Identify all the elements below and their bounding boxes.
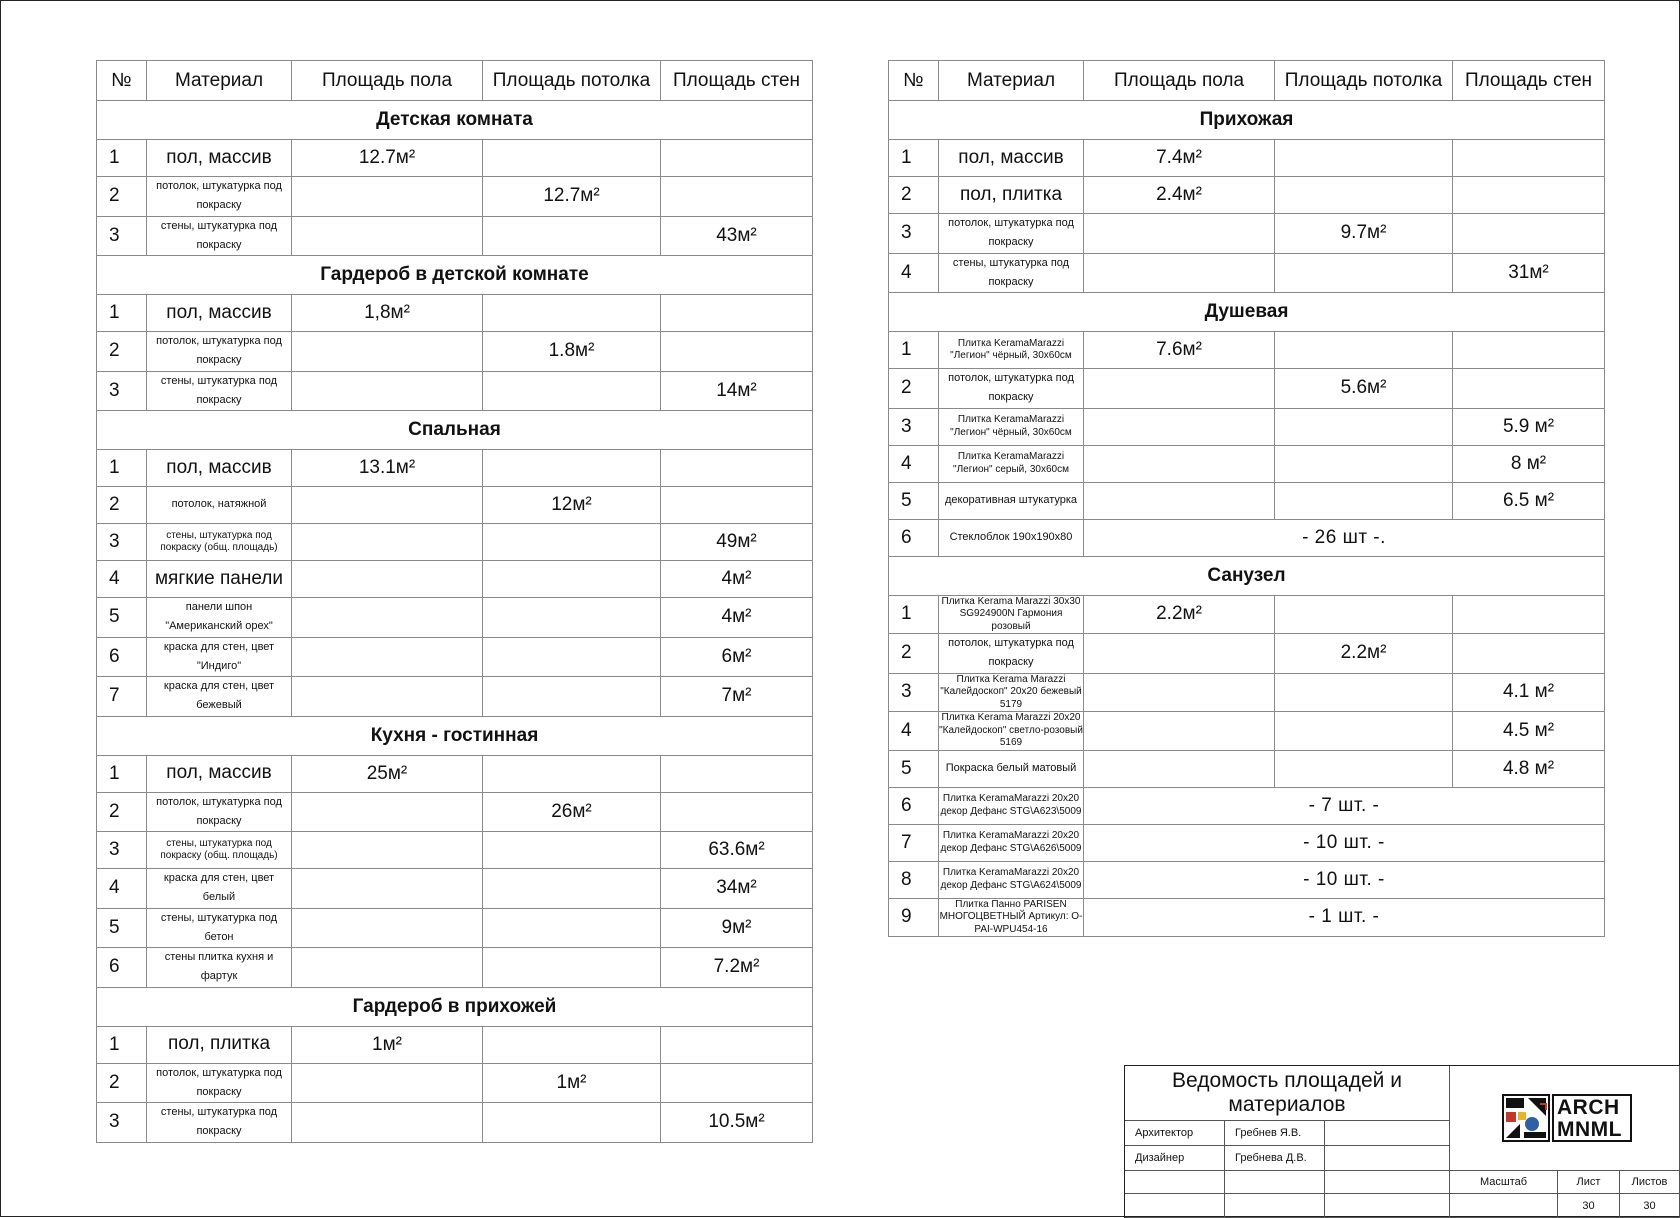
walls-area-cell: 8 м² — [1453, 445, 1605, 482]
ceiling-area-cell — [483, 1026, 661, 1063]
ceiling-area-cell — [483, 832, 661, 869]
row-number: 6 — [889, 787, 939, 824]
logo-mark-icon — [1502, 1094, 1550, 1142]
left-schedule-table — [96, 60, 813, 1143]
row-number: 2 — [889, 634, 939, 674]
floor-area-cell — [1084, 445, 1275, 482]
material-cell: стены, штукатурка под покраску — [147, 216, 292, 256]
header-row — [889, 61, 1605, 101]
table-row — [889, 214, 1605, 254]
walls-area-cell: 6м² — [661, 637, 813, 677]
material-cell: потолок, штукатурка под покраску — [939, 214, 1084, 254]
floor-area-cell — [1084, 673, 1275, 712]
header-floor-area: Площадь пола — [1084, 61, 1275, 101]
material-cell: Плитка KeramaMarazzi 20х20 декор Дефанс STG\A624\5009 — [939, 861, 1084, 898]
walls-area-cell — [661, 792, 813, 832]
floor-area-cell — [292, 332, 483, 372]
scale-value — [1450, 1194, 1558, 1218]
table-row — [97, 598, 813, 638]
table-row — [889, 898, 1605, 937]
walls-area-cell — [661, 140, 813, 177]
ceiling-area-cell — [483, 216, 661, 256]
ceiling-area-cell — [483, 948, 661, 988]
floor-area-cell — [292, 948, 483, 988]
row-number: 1 — [97, 755, 147, 792]
section-row — [889, 101, 1605, 140]
table-row — [97, 677, 813, 717]
row-number: 1 — [97, 140, 147, 177]
walls-area-cell: 7м² — [661, 677, 813, 717]
logo — [1502, 1092, 1630, 1144]
title-block — [1124, 1065, 1680, 1218]
walls-area-cell — [1453, 332, 1605, 369]
ceiling-area-cell — [1275, 673, 1453, 712]
table-row — [97, 332, 813, 372]
walls-area-cell: 34м² — [661, 869, 813, 909]
table-row — [97, 637, 813, 677]
floor-area-cell: 7.4м² — [1084, 140, 1275, 177]
ceiling-area-cell — [483, 677, 661, 717]
floor-area-cell: 12.7м² — [292, 140, 483, 177]
header-material: Материал — [147, 61, 292, 101]
walls-area-cell: 49м² — [661, 524, 813, 561]
ceiling-area-cell: 5.6м² — [1275, 369, 1453, 409]
floor-area-cell — [292, 487, 483, 524]
row-number: 3 — [97, 216, 147, 256]
material-cell: стены, штукатурка под бетон — [147, 908, 292, 948]
material-cell: потолок, штукатурка под покраску — [147, 1063, 292, 1103]
ceiling-area-cell — [483, 561, 661, 598]
material-cell: пол, массив — [147, 450, 292, 487]
floor-area-cell: 2.4м² — [1084, 177, 1275, 214]
sheets-label: Листов — [1620, 1171, 1680, 1194]
row-number: 3 — [97, 1103, 147, 1143]
row-number: 1 — [97, 1026, 147, 1063]
table-row — [889, 177, 1605, 214]
scale-label: Масштаб — [1450, 1171, 1558, 1194]
ceiling-area-cell: 26м² — [483, 792, 661, 832]
section-title: Детская комната — [97, 101, 813, 140]
walls-area-cell — [661, 487, 813, 524]
architect-signature — [1325, 1121, 1450, 1146]
row-number: 1 — [889, 332, 939, 369]
designer-signature — [1325, 1146, 1450, 1171]
floor-area-cell — [292, 832, 483, 869]
ceiling-area-cell — [1275, 332, 1453, 369]
table-row — [889, 824, 1605, 861]
table-row — [97, 1026, 813, 1063]
ceiling-area-cell: 1.8м² — [483, 332, 661, 372]
table-row — [889, 787, 1605, 824]
walls-area-cell — [1453, 214, 1605, 254]
walls-area-cell: 9м² — [661, 908, 813, 948]
row-number: 1 — [97, 450, 147, 487]
row-number: 6 — [97, 637, 147, 677]
walls-area-cell — [1453, 140, 1605, 177]
logo-line-1: ARCH — [1557, 1096, 1620, 1119]
material-cell: Плитка KeramaMarazzi "Легион" серый, 30х60см — [939, 445, 1084, 482]
row-number: 5 — [889, 750, 939, 787]
row-number: 3 — [97, 371, 147, 411]
section-row — [97, 256, 813, 295]
empty-cell — [1225, 1194, 1325, 1218]
material-cell: пол, массив — [939, 140, 1084, 177]
material-cell: краска для стен, цвет "Индиго" — [147, 637, 292, 677]
walls-area-cell: 14м² — [661, 371, 813, 411]
ceiling-area-cell — [483, 371, 661, 411]
ceiling-area-cell — [483, 450, 661, 487]
table-row — [97, 450, 813, 487]
header-num: № — [889, 61, 939, 101]
row-number: 4 — [889, 712, 939, 751]
floor-area-cell — [292, 598, 483, 638]
floor-area-cell — [1084, 408, 1275, 445]
floor-area-cell — [292, 677, 483, 717]
walls-area-cell: 31м² — [1453, 253, 1605, 293]
material-cell: пол, массив — [147, 755, 292, 792]
material-cell: декоративная штукатурка — [939, 482, 1084, 519]
material-cell: потолок, натяжной — [147, 487, 292, 524]
floor-area-cell — [292, 869, 483, 909]
empty-cell — [1325, 1171, 1450, 1194]
table-row — [97, 755, 813, 792]
table-row — [889, 595, 1605, 634]
header-ceiling-area: Площадь потолка — [1275, 61, 1453, 101]
ceiling-area-cell — [1275, 482, 1453, 519]
floor-area-cell — [292, 177, 483, 217]
material-cell: стены, штукатурка под покраску (общ. площадь) — [147, 524, 292, 561]
material-cell: краска для стен, цвет бежевый — [147, 677, 292, 717]
row-number: 3 — [889, 408, 939, 445]
floor-area-cell: 25м² — [292, 755, 483, 792]
row-number: 1 — [889, 595, 939, 634]
empty-cell — [1125, 1171, 1225, 1194]
material-cell: Покраска белый матовый — [939, 750, 1084, 787]
material-cell: пол, массив — [147, 140, 292, 177]
table-row — [889, 673, 1605, 712]
table-row — [889, 634, 1605, 674]
floor-area-cell: 1м² — [292, 1026, 483, 1063]
material-cell: пол, массив — [147, 295, 292, 332]
quantity-cell: - 26 шт -. — [1084, 519, 1605, 556]
row-number: 3 — [889, 673, 939, 712]
table-row — [97, 792, 813, 832]
logo-wordmark — [1552, 1094, 1632, 1142]
floor-area-cell: 13.1м² — [292, 450, 483, 487]
material-cell: стены, штукатурка под покраску (общ. площадь) — [147, 832, 292, 869]
floor-area-cell — [292, 637, 483, 677]
floor-area-cell — [1084, 482, 1275, 519]
material-cell: Плитка KeramaMarazzi "Легион" чёрный, 30х60см — [939, 332, 1084, 369]
floor-area-cell — [292, 216, 483, 256]
table-row — [97, 948, 813, 988]
walls-area-cell: 63.6м² — [661, 832, 813, 869]
floor-area-cell — [1084, 369, 1275, 409]
ceiling-area-cell — [1275, 712, 1453, 751]
table-row — [97, 177, 813, 217]
walls-area-cell — [661, 295, 813, 332]
material-cell: Плитка KeramaMarazzi "Легион" чёрный, 30х60см — [939, 408, 1084, 445]
table-row — [97, 561, 813, 598]
walls-area-cell — [661, 755, 813, 792]
ceiling-area-cell: 2.2м² — [1275, 634, 1453, 674]
section-title: Гардероб в прихожей — [97, 987, 813, 1026]
table-row — [97, 487, 813, 524]
walls-area-cell — [661, 1026, 813, 1063]
walls-area-cell: 6.5 м² — [1453, 482, 1605, 519]
section-title: Кухня - гостинная — [97, 716, 813, 755]
walls-area-cell: 4.1 м² — [1453, 673, 1605, 712]
walls-area-cell: 10.5м² — [661, 1103, 813, 1143]
walls-area-cell — [661, 450, 813, 487]
walls-area-cell: 4м² — [661, 561, 813, 598]
row-number: 2 — [97, 332, 147, 372]
row-number: 3 — [97, 524, 147, 561]
table-row — [97, 140, 813, 177]
empty-cell — [1325, 1194, 1450, 1218]
walls-area-cell — [661, 1063, 813, 1103]
ceiling-area-cell — [483, 908, 661, 948]
floor-area-cell — [292, 908, 483, 948]
table-row — [889, 445, 1605, 482]
row-number: 7 — [889, 824, 939, 861]
row-number: 7 — [97, 677, 147, 717]
material-cell: Плитка KeramaMarazzi 20х20 декор Дефанс STG\A623\5009 — [939, 787, 1084, 824]
ceiling-area-cell — [1275, 408, 1453, 445]
ceiling-area-cell: 12.7м² — [483, 177, 661, 217]
floor-area-cell — [1084, 712, 1275, 751]
quantity-cell: - 7 шт. - — [1084, 787, 1605, 824]
section-title: Санузел — [889, 556, 1605, 595]
row-number: 1 — [97, 295, 147, 332]
walls-area-cell — [661, 332, 813, 372]
floor-area-cell — [292, 792, 483, 832]
row-number: 2 — [889, 369, 939, 409]
ceiling-area-cell — [1275, 595, 1453, 634]
table-row — [97, 1103, 813, 1143]
row-number: 3 — [97, 832, 147, 869]
table-row — [889, 140, 1605, 177]
ceiling-area-cell — [483, 637, 661, 677]
table-row — [889, 369, 1605, 409]
row-number: 2 — [889, 177, 939, 214]
material-cell: потолок, штукатурка под покраску — [939, 634, 1084, 674]
sheet-title: Ведомость площадей и материалов — [1125, 1066, 1450, 1121]
material-cell: потолок, штукатурка под покраску — [147, 792, 292, 832]
row-number: 2 — [97, 487, 147, 524]
row-number: 2 — [97, 792, 147, 832]
floor-area-cell — [1084, 634, 1275, 674]
table-row — [889, 861, 1605, 898]
table-row — [889, 712, 1605, 751]
designer-name: Гребнева Д.В. — [1225, 1146, 1325, 1171]
walls-area-cell: 4.5 м² — [1453, 712, 1605, 751]
row-number: 3 — [889, 214, 939, 254]
ceiling-area-cell — [483, 869, 661, 909]
table-row — [97, 832, 813, 869]
row-number: 4 — [97, 561, 147, 598]
ceiling-area-cell — [1275, 750, 1453, 787]
table-row — [889, 332, 1605, 369]
section-title: Гардероб в детской комнате — [97, 256, 813, 295]
ceiling-area-cell: 1м² — [483, 1063, 661, 1103]
floor-area-cell — [1084, 214, 1275, 254]
material-cell: Стеклоблок 190x190x80 — [939, 519, 1084, 556]
header-wall-area: Площадь стен — [1453, 61, 1605, 101]
ceiling-area-cell: 12м² — [483, 487, 661, 524]
walls-area-cell: 4м² — [661, 598, 813, 638]
header-num: № — [97, 61, 147, 101]
material-cell: Плитка Kerama Marazzi "Калейдоскоп" 20х20 бежевый 5179 — [940, 673, 1082, 710]
walls-area-cell — [1453, 634, 1605, 674]
row-number: 5 — [97, 598, 147, 638]
ceiling-area-cell — [483, 295, 661, 332]
material-cell: потолок, штукатурка под покраску — [147, 332, 292, 372]
section-row — [97, 716, 813, 755]
section-row — [97, 987, 813, 1026]
material-cell: стены, штукатурка под покраску — [147, 1103, 292, 1143]
architect-name: Гребнев Я.В. — [1225, 1121, 1325, 1146]
walls-area-cell — [661, 177, 813, 217]
row-number: 5 — [97, 908, 147, 948]
table-row — [97, 216, 813, 256]
table-row — [889, 750, 1605, 787]
floor-area-cell — [292, 1103, 483, 1143]
material-cell: стены, штукатурка под покраску — [939, 253, 1084, 293]
floor-area-cell — [1084, 750, 1275, 787]
section-row — [97, 411, 813, 450]
table-row — [889, 253, 1605, 293]
row-number: 5 — [889, 482, 939, 519]
header-ceiling-area: Площадь потолка — [483, 61, 661, 101]
material-cell: потолок, штукатурка под покраску — [939, 369, 1084, 409]
walls-area-cell — [1453, 595, 1605, 634]
ceiling-area-cell — [483, 524, 661, 561]
material-cell: панели шпон "Американский орех" — [147, 598, 292, 638]
walls-area-cell — [1453, 177, 1605, 214]
floor-area-cell: 1,8м² — [292, 295, 483, 332]
row-number: 9 — [889, 898, 939, 937]
right-schedule-table — [888, 60, 1605, 937]
designer-label: Дизайнер — [1125, 1146, 1225, 1171]
table-row — [97, 908, 813, 948]
material-cell: потолок, штукатурка под покраску — [147, 177, 292, 217]
floor-area-cell — [292, 1063, 483, 1103]
material-cell: пол, плитка — [147, 1026, 292, 1063]
quantity-cell: - 1 шт. - — [1084, 898, 1605, 937]
material-cell: Плитка Kerama Marazzi 30х30 SG924900N Гармония розовый — [939, 595, 1084, 634]
logo-cell — [1450, 1066, 1680, 1171]
table-row — [97, 295, 813, 332]
row-number: 1 — [889, 140, 939, 177]
ceiling-area-cell — [1275, 177, 1453, 214]
table-row — [889, 408, 1605, 445]
logo-line-2: MNML — [1557, 1118, 1622, 1142]
floor-area-cell — [1084, 253, 1275, 293]
floor-area-cell: 7.6м² — [1084, 332, 1275, 369]
walls-area-cell: 4.8 м² — [1453, 750, 1605, 787]
table-row — [97, 1063, 813, 1103]
quantity-cell: - 10 шт. - — [1084, 861, 1605, 898]
quantity-cell: - 10 шт. - — [1084, 824, 1605, 861]
row-number: 4 — [97, 869, 147, 909]
walls-area-cell: 5.9 м² — [1453, 408, 1605, 445]
floor-area-cell: 2.2м² — [1084, 595, 1275, 634]
table-row — [97, 524, 813, 561]
ceiling-area-cell — [483, 598, 661, 638]
section-row — [889, 556, 1605, 595]
empty-cell — [1125, 1194, 1225, 1218]
material-cell: стены плитка кухня и фартук — [147, 948, 292, 988]
material-cell: стены, штукатурка под покраску — [147, 371, 292, 411]
header-wall-area: Площадь стен — [661, 61, 813, 101]
ceiling-area-cell — [483, 755, 661, 792]
section-title: Спальная — [97, 411, 813, 450]
section-row — [97, 101, 813, 140]
ceiling-area-cell — [1275, 253, 1453, 293]
walls-area-cell: 7.2м² — [661, 948, 813, 988]
row-number: 8 — [889, 861, 939, 898]
row-number: 4 — [889, 445, 939, 482]
table-row — [889, 519, 1605, 556]
row-number: 6 — [97, 948, 147, 988]
ceiling-area-cell: 9.7м² — [1275, 214, 1453, 254]
material-cell: мягкие панели — [147, 561, 292, 598]
row-number: 4 — [889, 253, 939, 293]
ceiling-area-cell — [1275, 140, 1453, 177]
sheet-number: 30 — [1558, 1194, 1620, 1218]
section-title: Душевая — [889, 293, 1605, 332]
row-number: 2 — [97, 1063, 147, 1103]
section-title: Прихожая — [889, 101, 1605, 140]
row-number: 6 — [889, 519, 939, 556]
ceiling-area-cell — [1275, 445, 1453, 482]
material-cell: Плитка Kerama Marazzi 20х20 "Калейдоскоп" светло-розовый 5169 — [939, 712, 1083, 748]
architect-label: Архитектор — [1125, 1121, 1225, 1146]
section-row — [889, 293, 1605, 332]
floor-area-cell — [292, 524, 483, 561]
walls-area-cell: 43м² — [661, 216, 813, 256]
header-material: Материал — [939, 61, 1084, 101]
material-cell: Плитка Панно PARISEN МНОГОЦВЕТНЫЙ Артикул: O-PAI-WPU454-16 — [939, 898, 1083, 935]
table-row — [889, 482, 1605, 519]
material-cell: Плитка KeramaMarazzi 20х20 декор Дефанс STG\A626\5009 — [939, 824, 1084, 861]
floor-area-cell — [292, 371, 483, 411]
empty-cell — [1225, 1171, 1325, 1194]
table-row — [97, 371, 813, 411]
header-row — [97, 61, 813, 101]
material-cell: краска для стен, цвет белый — [147, 869, 292, 909]
row-number: 2 — [97, 177, 147, 217]
sheet-label: Лист — [1558, 1171, 1620, 1194]
table-row — [97, 869, 813, 909]
walls-area-cell — [1453, 369, 1605, 409]
sheets-total: 30 — [1620, 1194, 1680, 1218]
ceiling-area-cell — [483, 140, 661, 177]
material-cell: пол, плитка — [939, 177, 1084, 214]
header-floor-area: Площадь пола — [292, 61, 483, 101]
ceiling-area-cell — [483, 1103, 661, 1143]
floor-area-cell — [292, 561, 483, 598]
